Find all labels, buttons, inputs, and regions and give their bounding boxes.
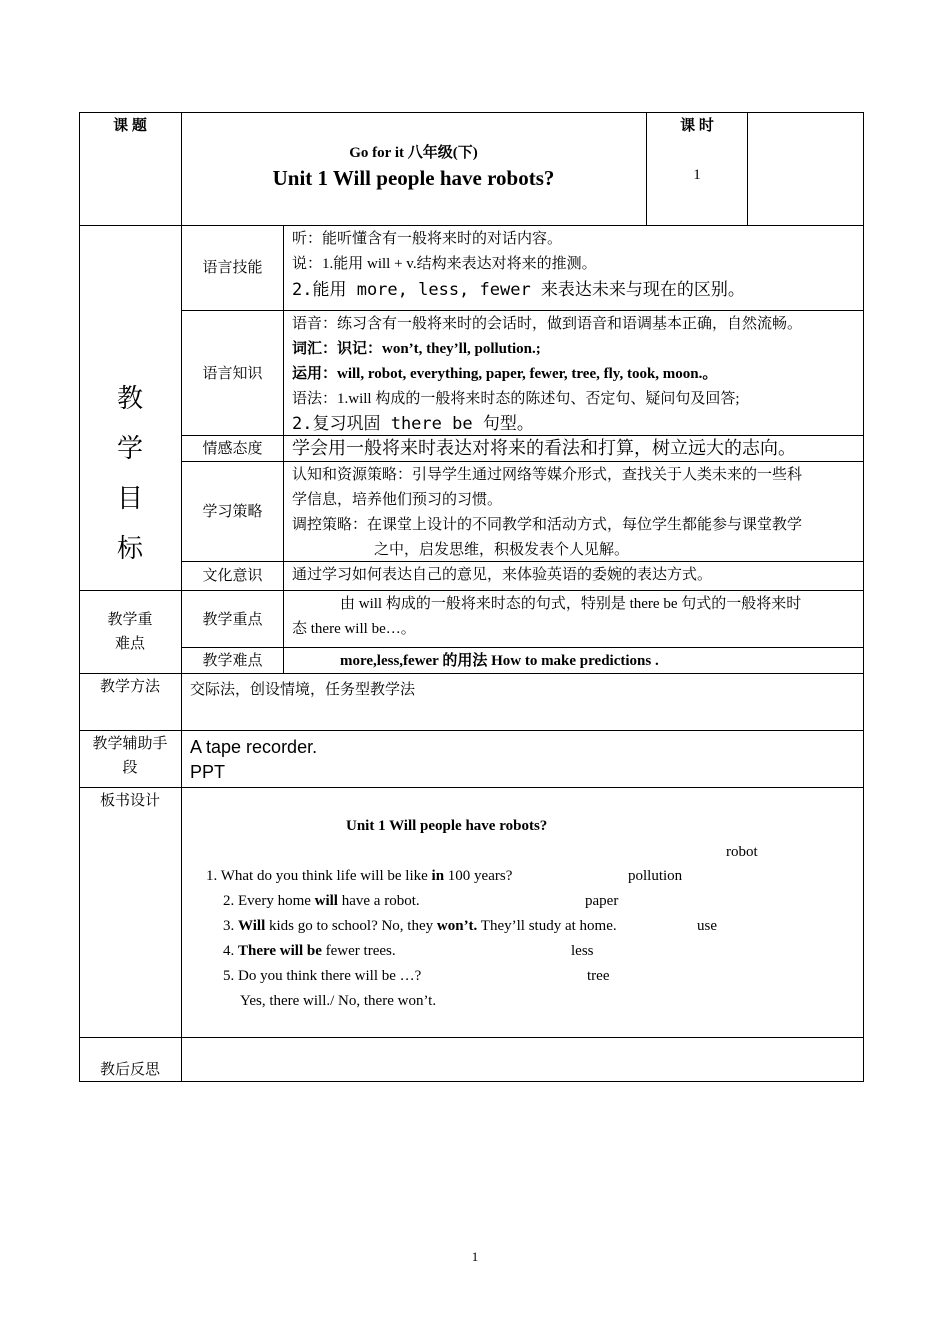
knowledge-line-4: 语法：1.will 构成的一般将来时态的陈述句、否定句、疑问句及回答; — [292, 391, 740, 407]
methods-label: 教学方法 — [99, 679, 160, 695]
knowledge-line-5: 2.复习巩固 there be 句型。 — [292, 414, 534, 434]
difficulty-label: 教学难点 — [202, 653, 263, 669]
topic-label: 课 题 — [113, 118, 147, 134]
key-points-label-2: 难点 — [114, 636, 145, 652]
objectives-label-char-3: 目 — [116, 484, 143, 514]
knowledge-label: 语言知识 — [202, 366, 263, 382]
period-value: 1 — [693, 167, 701, 183]
focus-line-2: 态 there will be…。 — [292, 621, 416, 637]
board-word-robot: robot — [726, 844, 758, 860]
period-label: 课 时 — [680, 118, 714, 134]
page-number: 1 — [471, 1249, 479, 1264]
aids-label-1: 教学辅助手 — [92, 736, 168, 752]
knowledge-line-3: 运用：will, robot, everything, paper, fewer, tree, fly, took, moon.。 — [292, 366, 718, 382]
board-sentence-2: 2. Every home will have a robot. — [223, 893, 420, 909]
attitude-line-1: 学会用一般将来时表达对将来的看法和打算，树立远大的志向。 — [292, 438, 796, 458]
strategy-line-2: 学信息，培养他们预习的习惯。 — [292, 492, 503, 508]
board-sentence-6: Yes, there will./ No, there won’t. — [240, 993, 437, 1009]
aids-label-2: 段 — [122, 760, 138, 776]
skills-line-3: 2.能用 more, less, fewer 来表达未来与现在的区别。 — [292, 280, 745, 300]
difficulty-text: more,less,fewer 的用法 How to make predictions . — [340, 653, 659, 669]
attitude-label: 情感态度 — [202, 441, 263, 457]
board-sentence-1: 1. What do you think life will be like in 100 years? — [206, 868, 513, 884]
knowledge-line-1: 语音：练习含有一般将来时的会话时，做到语音和语调基本正确，自然流畅。 — [292, 316, 803, 332]
board-word-less: less — [571, 943, 594, 959]
focus-line-1: 由 will 构成的一般将来时态的句式，特别是 there be 句式的一般将来时 — [340, 596, 802, 612]
board-word-paper: paper — [585, 893, 619, 909]
focus-label: 教学重点 — [202, 612, 263, 628]
strategy-line-3: 调控策略：在课堂上设计的不同教学和活动方式，每位学生都能参与课堂教学 — [292, 517, 803, 533]
objectives-label-char-4: 标 — [116, 534, 143, 564]
objectives-label-char-2: 学 — [116, 434, 143, 464]
board-word-use: use — [697, 918, 717, 934]
key-points-label-1: 教学重 — [107, 612, 153, 628]
aids-line-1: A tape recorder. — [190, 737, 318, 757]
reflection-label: 教后反思 — [99, 1062, 160, 1078]
board-title: Unit 1 Will people have robots? — [346, 818, 548, 834]
skills-line-2: 说：1.能用 will + v.结构来表达对将来的推测。 — [292, 256, 597, 272]
objectives-label-char-1: 教 — [116, 384, 143, 414]
strategy-line-1: 认知和资源策略：引导学生通过网络等媒介形式，查找关于人类未来的一些科 — [292, 467, 803, 483]
board-sentence-3: 3. Will kids go to school? No, they won’t. They’ll study at home. — [223, 918, 617, 934]
unit-title: Unit 1 Will people have robots? — [272, 166, 555, 190]
board-sentence-4: 4. There will be fewer trees. — [223, 943, 396, 959]
skills-label: 语言技能 — [202, 260, 263, 276]
knowledge-line-2: 词汇：识记：won’t, they’ll, pollution.; — [292, 341, 541, 357]
board-sentence-5: 5. Do you think there will be …? — [223, 968, 422, 984]
board-word-pollution: pollution — [628, 868, 683, 884]
course-line: Go for it 八年级(下) — [349, 145, 478, 161]
strategy-line-4: 之中，启发思维，积极发表个人见解。 — [374, 542, 630, 558]
board-label: 板书设计 — [99, 793, 160, 809]
culture-label: 文化意识 — [202, 568, 263, 584]
skills-line-1: 听：能听懂含有一般将来时的对话内容。 — [292, 231, 563, 247]
culture-line-1: 通过学习如何表达自己的意见，来体验英语的委婉的表达方式。 — [292, 567, 713, 583]
strategy-label: 学习策略 — [202, 504, 263, 520]
aids-line-2: PPT — [190, 762, 226, 782]
methods-text: 交际法，创设情境，任务型教学法 — [190, 682, 416, 698]
board-word-tree: tree — [587, 968, 610, 984]
